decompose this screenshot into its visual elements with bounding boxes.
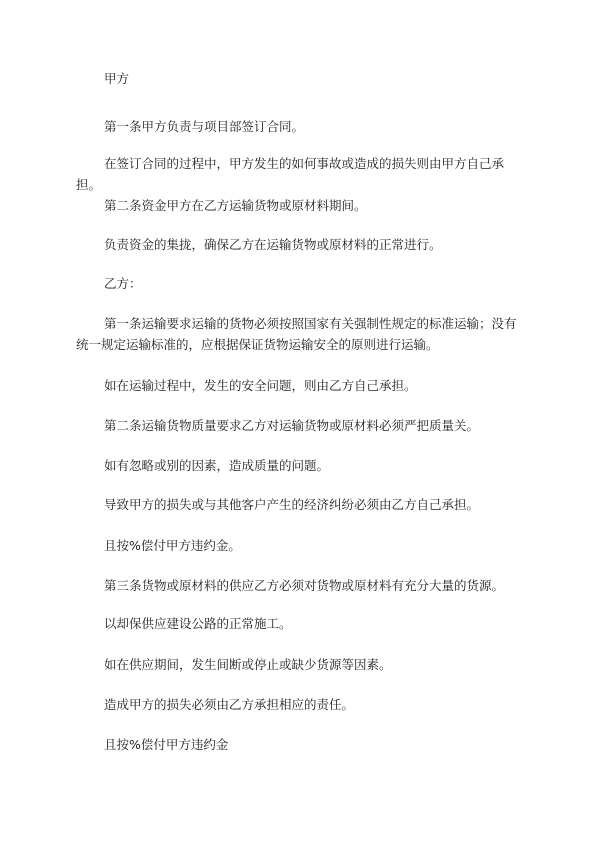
- paragraph-party-a-heading: 甲方: [104, 71, 130, 86]
- paragraph-b-article-3-detail-1: 以却保供应建设公路的正常施工。: [104, 616, 292, 631]
- paragraph-b-article-3-detail-3: 造成甲方的损失必须由乙方承担相应的责任。: [104, 697, 355, 712]
- paragraph-b-article-3-penalty: 且按%偿付甲方违约金: [104, 737, 229, 752]
- paragraph-b-article-2-penalty: 且按%偿付甲方违约金。: [104, 538, 241, 553]
- paragraph-b-article-3-detail-2: 如在供应期间，发生间断或停止或缺少货源等因素。: [104, 657, 392, 672]
- paragraph-b-article-2-detail-2: 导致甲方的损失或与其他客户产生的经济纠纷必须由乙方自己承担。: [104, 497, 480, 512]
- paragraph-b-article-2-detail-1: 如有忽略或别的因素，造成质量的问题。: [104, 458, 330, 473]
- paragraph-b-article-3: 第三条货物或原材料的供应乙方必须对货物或原材料有充分大量的货源。: [104, 578, 505, 593]
- paragraph-b-article-1: 第一条运输要求运输的货物必须按照国家有关强制性规定的标准运输；没有统一规定运输标准的，应根据保证货物运输安全的原则进行运输。: [76, 316, 517, 352]
- paragraph-a-article-2-detail: 负责资金的集拢，确保乙方在运输货物或原材料的正常进行。: [104, 237, 442, 252]
- paragraph-a-article-1-detail: 在签订合同的过程中，甲方发生的如何事故或造成的损失则由甲方自己承担。: [76, 156, 505, 192]
- paragraph-b-article-1-detail: 如在运输过程中，发生的安全问题，则由乙方自己承担。: [104, 378, 417, 393]
- paragraph-a-article-1: 第一条甲方负责与项目部签订合同。: [104, 119, 305, 134]
- paragraph-a-article-2: 第二条资金甲方在乙方运输货物或原材料期间。: [104, 198, 367, 213]
- paragraph-b-article-2: 第二条运输货物质量要求乙方对运输货物或原材料必须严把质量关。: [104, 418, 480, 433]
- paragraph-party-b-heading: 乙方：: [104, 276, 142, 291]
